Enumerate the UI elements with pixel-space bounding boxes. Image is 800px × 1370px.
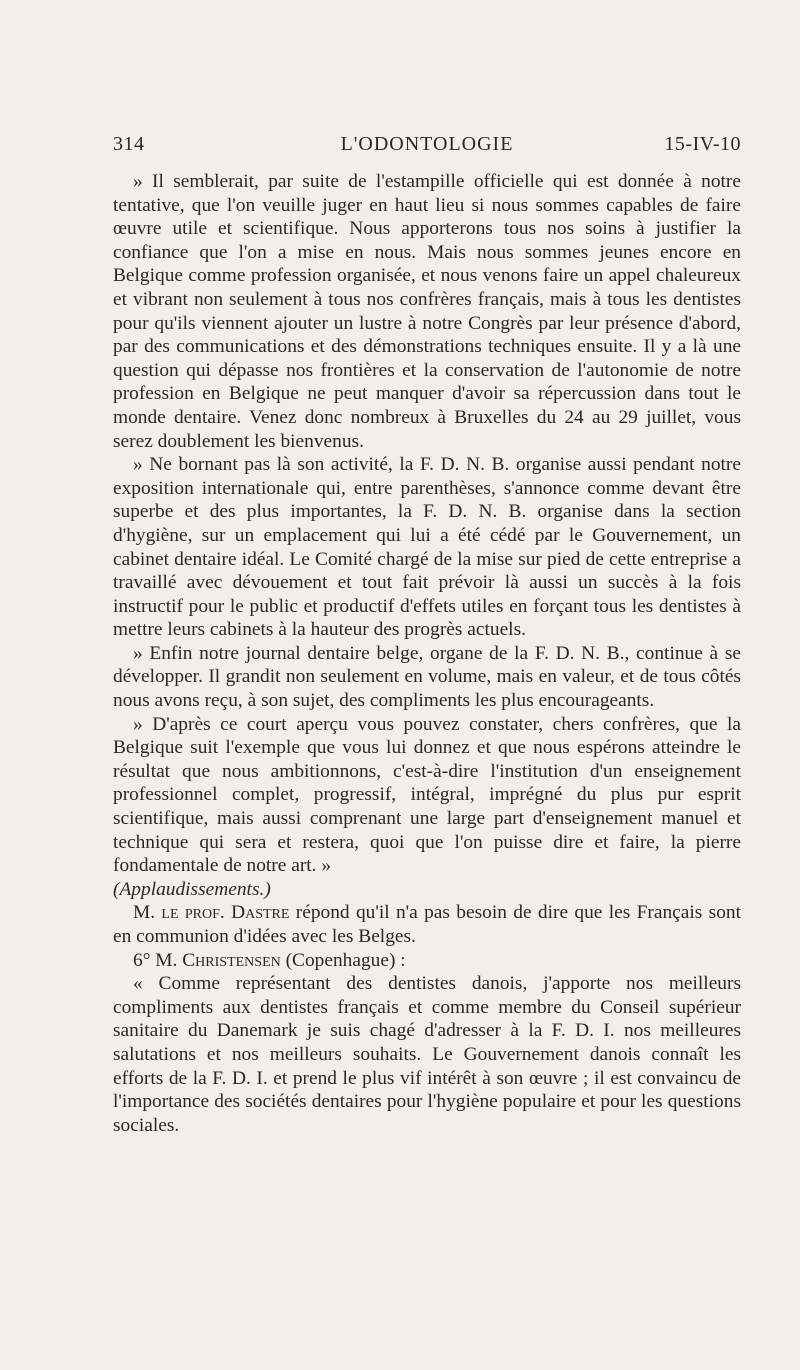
body-text xyxy=(113,170,741,1137)
applause-note: (Applaudissements.) xyxy=(113,878,271,900)
paragraph-journal: » Enfin notre journal dentaire belge, organe de la F. D. N. B., continue à se développer. Il grandit non seulement en volume, mais en valeur, et de tous côtés nous avons reçu, à son sujet, des compliments les plus encourageants. xyxy=(113,642,741,712)
page-header xyxy=(113,133,741,161)
speaker-dastre: M. le prof. Dastre xyxy=(133,902,290,924)
paragraph-exposition: » Ne bornant pas là son activité, la F. D. N. B. organise aussi pendant notre exposition internationale qui, entre parenthèses, s'annonce comme devant être superbe et des plus importantes, la F. D. N. B. organise dans la section d'hygiène, sur un emplacement qui lui a été cédé par le Gouvernement, un cabinet dentaire idéal. Le Comité chargé de la mise sur pied de cette entreprise a travaillé avec dévouement et tout fait prévoir là aussi un succès à la fois instructif pour le public et productif d'effets utiles en forçant tous les dentistes à mettre leurs cabinets à la hauteur des progrès actuels. xyxy=(113,454,741,641)
paragraph-christensen-heading xyxy=(113,949,741,973)
paragraph-apercu: » D'après ce court aperçu vous pouvez constater, chers confrères, que la Belgique suit l'exemple que vous lui donnez et que nous espérons atteindre le résultat que nous ambitionnons, c'est-à-dire l'institution d'un enseignement professionnel complet, progressif, intégral, imprégné du plus pur esprit scientifique, mais aussi comprenant une large part d'enseignement manuel et technique qui sera et restera, quoi que l'on puisse dire et faire, la pierre fondamentale de notre art. » xyxy=(113,713,741,877)
page-number: 314 xyxy=(113,133,145,155)
dastre-reply: répond qu'il n'a pas besoin de dire que les Français sont en communion d'idées avec les Belges. xyxy=(113,902,741,947)
paragraph-christensen-speech: « Comme représentant des dentistes danois, j'apporte nos meilleurs compliments aux dentistes français et comme membre du Conseil supérieur sanitaire du Danemark je suis chagé d'adresser à la F. D. I. nos meilleures salutations et nos meilleurs souhaits. Le Gouvernement danois connaît les efforts de la F. D. I. et prend le plus vif intérêt à son œuvre ; il est convaincu de l'importance des sociétés dentaires pour l'hygiène populaire et pour les questions sociales. xyxy=(113,973,741,1136)
running-title: L'ODONTOLOGIE xyxy=(340,133,514,155)
paragraph-dastre xyxy=(113,901,741,948)
issue-date: 15-IV-10 xyxy=(664,133,741,155)
speaker-christensen: Christensen xyxy=(182,949,281,971)
speaker-city: (Copenhague) : xyxy=(280,949,406,971)
paragraph-estampille: » Il semblerait, par suite de l'estampille officielle qui est donnée à notre tentative, que l'on veuille juger en haut lieu si nous sommes capables de faire œuvre utile et scientifique. Nous apporterons tous nos soins à justifier la confiance que l'on a mise en nous. Mais nous sommes jeunes encore en Belgique comme profession organisée, et nous venons faire un appel chaleureux et vibrant non seulement à tous nos confrères français, mais à tous les dentistes pour qu'ils viennent ajouter un lustre à notre Congrès par leur présence d'abord, par des communications et des démonstrations techniques ensuite. Il y a là une question qui dépasse nos frontières et la conservation de l'autonomie de notre profession en Belgique ne peut manquer d'avoir sa répercussion dans tout le monde dentaire. Venez donc nombreux à Bruxelles du 24 au 29 juillet, vous serez doublement les bienvenus. xyxy=(113,171,741,452)
speaker-number: 6° M. xyxy=(133,949,183,971)
